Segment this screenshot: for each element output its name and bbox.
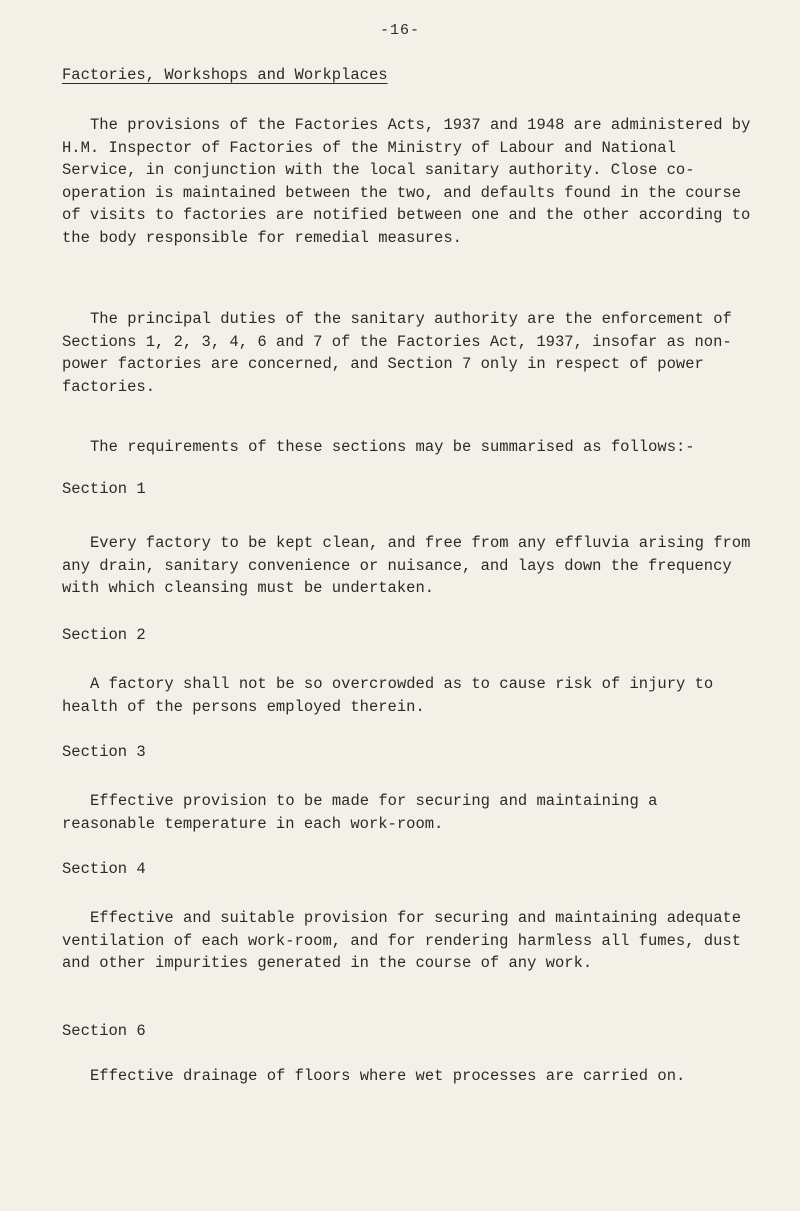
section-1-text: Every factory to be kept clean, and free from any effluvia arising from any drain, sanitary convenience or nuisance, and lays down the frequency with which cleansing must be undertaken. [62,534,751,597]
section-6-label: Section 6 [62,1022,146,1040]
section-1-label: Section 1 [62,480,146,498]
paragraph-provisions: The provisions of the Factories Acts, 1937 and 1948 are administered by H.M. Inspector of Factories of the Ministry of Labour and National Service, in conjunction with the local sanitary authority. Close co-operation is maintained between the two, and defaults found in the course of visits to factories are notified between one and the other according to the body responsible for remedial measures. [62,116,751,247]
paragraph-requirements: The requirements of these sections may be summarised as follows:- [90,438,695,456]
section-2-text: A factory shall not be so overcrowded as to cause risk of injury to health of the persons employed therein. [62,675,714,716]
page-heading: Factories, Workshops and Workplaces [62,66,388,84]
section-2-label: Section 2 [62,626,146,644]
section-4-label: Section 4 [62,860,146,878]
paragraph-principal-duties: The principal duties of the sanitary authority are the enforcement of Sections 1, 2, 3, 4, 6 and 7 of the Factories Act, 1937, insofar as non-power factories are concerned, and Section 7 only in respect of power factories. [62,310,732,396]
section-6-text: Effective drainage of floors where wet processes are carried on. [90,1067,686,1085]
section-3-label: Section 3 [62,743,146,761]
page-number: -16- [379,22,420,39]
section-4-text: Effective and suitable provision for securing and maintaining adequate ventilation of each work-room, and for rendering harmless all fumes, dust and other impurities generated in the course of any work. [62,909,742,972]
section-3-text: Effective provision to be made for securing and maintaining a reasonable temperature in each work-room. [62,792,658,833]
